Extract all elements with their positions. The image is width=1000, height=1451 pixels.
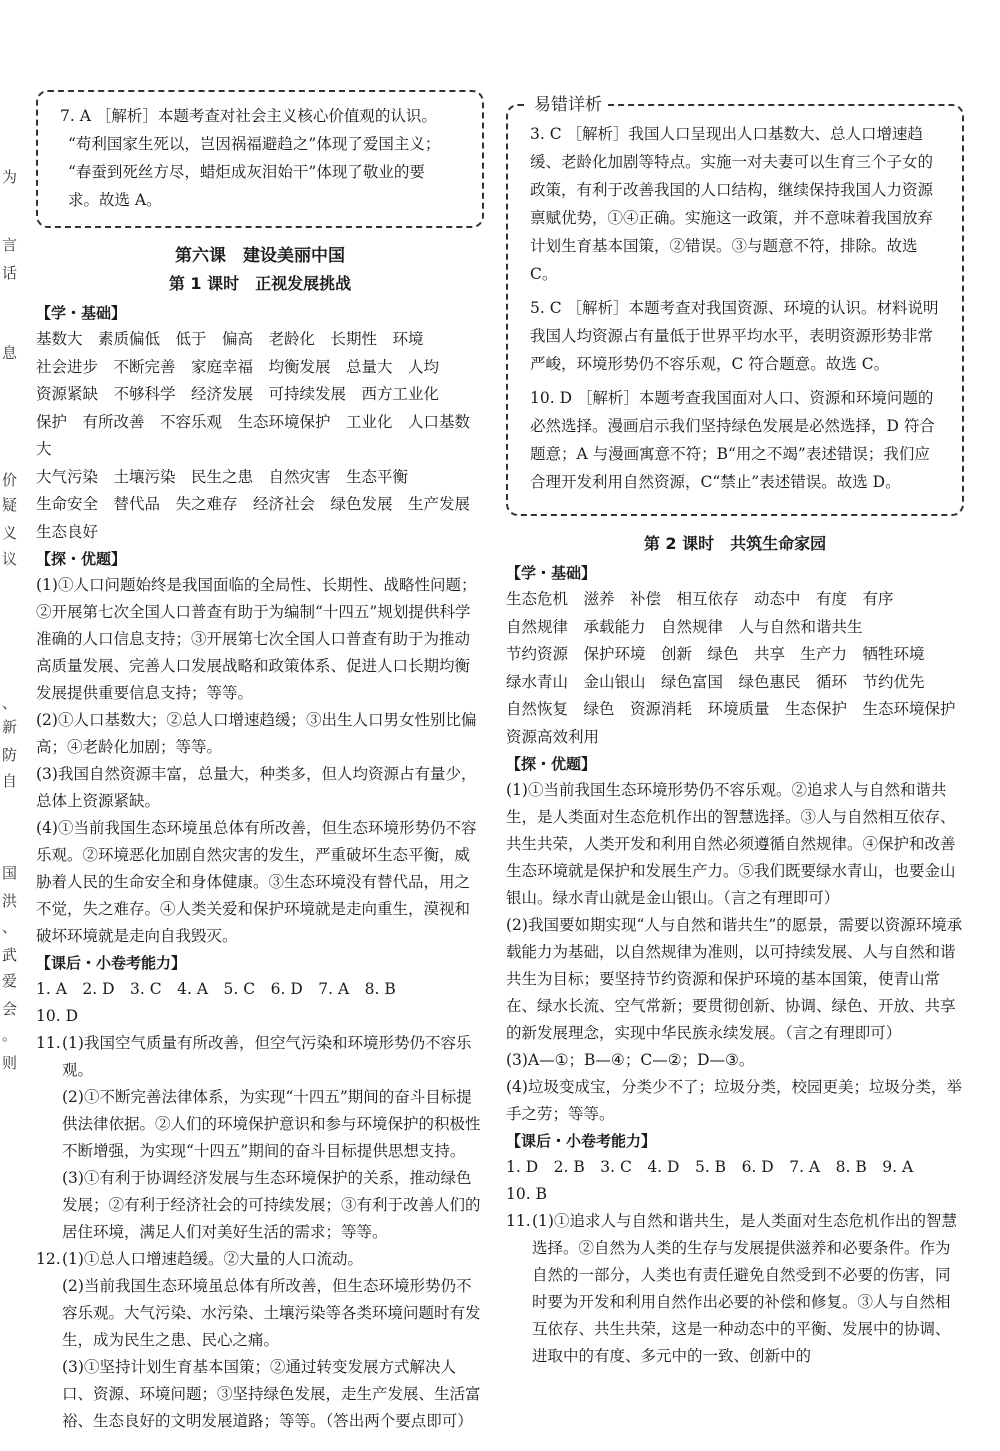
edge-char: 会 — [2, 1000, 18, 1018]
q12-answer: (3)①坚持计划生育基本国策；②通过转变发展方式解决人口、资源、环境问题；③坚持绿色发展，走生产发展、生活富裕、生态良好的文明发展道路；等等。（答出两个要点即可） — [62, 1358, 481, 1430]
edge-char: 息 — [2, 344, 18, 362]
basic-keywords — [506, 586, 964, 751]
error-analysis-item: 3. C ［解析］我国人口呈现出人口基数大、总人口增速趋缓、老龄化加剧等特点。实施一对夫妻可以生育三个子女的政策，有利于改善我国的人口结构，继续保持我国人力资源禀赋优势，①④正确。实施这一政策，并不意味着我国放弃计划生育基本国策，②错误。③与题意不符，排除。故选 C。 — [530, 125, 934, 283]
answer-box-q7 — [36, 90, 484, 228]
keyword-line: 基数大 素质偏低 低于 偏高 老龄化 长期性 环境 — [36, 330, 424, 348]
section-basic: 【学・基础】 — [506, 564, 597, 582]
mc-answers: 1. A 2. D 3. C 4. A 5. C 6. D 7. A 8. B — [36, 980, 396, 998]
lesson-title: 第六课 建设美丽中国 — [175, 246, 345, 266]
answer-line: 求。故选 A。 — [68, 191, 162, 209]
mc-answers: 1. D 2. B 3. C 4. D 5. B 6. D 7. A 8. B 9. A — [506, 1158, 914, 1176]
edge-char: 疑 — [2, 496, 18, 514]
edge-char: 新 — [2, 718, 18, 736]
explore-answer: (2)我国要如期实现“人与自然和谐共生”的愿景，需要以资源环境承载能力为基础，以自然规律为准则，以可持续发展、人与自然和谐共生为目标；要坚持节约资源和保护环境的基本国策，使青山常在、绿水长流、空气常新；要贯彻创新、协调、绿色、开放、共享的新发展理念，实现中华民族永续发展。（言之有理即可） — [506, 916, 963, 1042]
edge-char: 、 — [2, 918, 18, 936]
explore-answer: (3)我国自然资源丰富，总量大，种类多，但人均资源占有量少，总体上资源紧缺。 — [36, 765, 477, 810]
keyword-line: 节约资源 保护环境 创新 绿色 共享 生产力 牺牲环境 — [506, 645, 925, 663]
explore-answer: (1)①当前我国生态环境形势仍不容乐观。②追求人与自然和谐共生，是人类面对生态危机作出的智慧选择。③人与自然相互依存、共生共荣，人类开发和利用自然必须遵循自然规律。④保护和改善生态环境就是保护和发展生产力。⑤我们既要绿水青山，也要金山银山。绿水青山就是金山银山。（言之有理即可） — [506, 781, 956, 907]
keyword-line: 自然规律 承载能力 自然规律 人与自然和谐共生 — [506, 617, 863, 636]
edge-char: 爱 — [2, 972, 18, 990]
q11-answer: (1)①追求人与自然和谐共生，是人类面对生态危机作出的智慧选择。②自然为人类的生存与发展提供滋养和必要条件。作为自然的一部分，人类也有责任避免自然受到不必要的伤害，同时要为开发和利用自然作出必要的补偿和修复。③人与自然相互依存、共生共荣，这是一种动态中的平衡、发展中的协调、进取中的有度、多元中的一致、创新中的 — [532, 1212, 957, 1365]
lesson2-title: 第 2 课时 共筑生命家园 — [643, 534, 827, 553]
keyword-line: 资源紧缺 不够科学 经济发展 可持续发展 西方工业化 — [36, 385, 440, 403]
error-analysis-item: 5. C ［解析］本题考查对我国资源、环境的认识。材料说明我国人均资源占有量低于世界平均水平，表明资源形势非常严峻，环境形势仍不容乐观，C 符合题意。故选 C。 — [530, 299, 939, 373]
mc-answers: 10. D — [36, 1007, 79, 1025]
edge-char: 言 — [2, 236, 18, 254]
section-basic: 【学・基础】 — [36, 304, 127, 322]
section-explore: 【探・优题】 — [36, 550, 127, 568]
edge-char: 洪 — [2, 892, 18, 910]
error-analysis-box — [506, 95, 964, 516]
edge-char: 议 — [2, 550, 18, 568]
explore-answer: (2)①人口基数大；②总人口增速趋缓；③出生人口男女性别比偏高；④老龄化加剧；等等。 — [36, 711, 477, 756]
error-analysis-item: 10. D ［解析］本题考查我国面对人口、资源和环境问题的必然选择。漫画启示我们坚持绿色发展是必然选择，D 符合题意；A 与漫画寓意不符；B“用之不竭”表述错误；我们应合理开发利用自然资源，C“禁止”表述错误。故选 D。 — [530, 389, 935, 491]
keyword-line: 资源高效利用 — [506, 727, 600, 746]
edge-char: 义 — [2, 524, 18, 542]
q11-answer: (2)①不断完善法律体系，为实现“十四五”期间的奋斗目标提供法律依据。②人们的环境保护意识和参与环境保护的积极性不断增强，为实现“十四五”期间的奋斗目标提供思想支持。 — [62, 1088, 481, 1160]
error-analysis-title: 易错详析 — [528, 90, 608, 115]
q12-answer: (1)①总人口增速趋缓。②大量的人口流动。 — [62, 1250, 363, 1268]
explore-answer: (4)垃圾变成宝，分类少不了；垃圾分类，校园更美；垃圾分类，举手之劳；等等。 — [506, 1078, 962, 1123]
right-column — [506, 90, 964, 1370]
q11-label: 11. — [506, 1212, 531, 1230]
keyword-line: 自然恢复 绿色 资源消耗 环境质量 生态保护 生态环境保护 — [506, 700, 956, 718]
basic-keywords — [36, 326, 484, 546]
mc-answers: 10. B — [506, 1185, 547, 1203]
edge-char: 国 — [2, 864, 18, 882]
edge-char: 、 — [2, 694, 18, 712]
keyword-line: 生命安全 替代品 失之难存 经济社会 绿色发展 生产发展 — [36, 495, 471, 513]
section-after-class: 【课后・小卷考能力】 — [36, 954, 187, 972]
q12-answer: (2)当前我国生态环境虽总体有所改善，但生态环境形势仍不容乐观。大气污染、水污染、土壤污染等各类环境问题时有发生，成为民生之患、民心之痛。 — [62, 1277, 481, 1349]
keyword-line: 社会进步 不断完善 家庭幸福 均衡发展 总量大 人均 — [36, 357, 440, 376]
keyword-line: 大气污染 土壤污染 民生之患 自然灾害 生态平衡 — [36, 467, 409, 486]
section-after-class: 【课后・小卷考能力】 — [506, 1132, 657, 1150]
keyword-line: 生态良好 — [36, 522, 99, 541]
keyword-line: 保护 有所改善 不容乐观 生态环境保护 工业化 人口基数大 — [36, 412, 471, 458]
cropped-edge-text — [0, 90, 20, 1390]
q11-answer: (3)①有利于协调经济发展与生态环境保护的关系，推动绿色发展；②有利于经济社会的可持续发展；③有利于改善人们的居住环境，满足人们对美好生活的需求；等等。 — [62, 1169, 481, 1241]
answer-line: “苟利国家生死以，岂因祸福避趋之”体现了爱国主义； — [68, 135, 441, 153]
q11-label: 11. — [36, 1034, 61, 1052]
lesson1-title: 第 1 课时 正视发展挑战 — [168, 274, 352, 293]
explore-answer: (3)A—①；B—④；C—②；D—③。 — [506, 1051, 755, 1069]
q12-label: 12. — [36, 1250, 61, 1268]
answer-line: 7. A ［解析］本题考查对社会主义核心价值观的认识。 — [60, 107, 437, 125]
section-explore: 【探・优题】 — [506, 755, 597, 773]
edge-char: 武 — [2, 946, 18, 964]
left-column — [36, 90, 484, 1435]
answer-line: “春蚕到死丝方尽，蜡炬成灰泪始干”体现了敬业的要 — [68, 163, 425, 181]
edge-char: 为 — [2, 168, 18, 186]
keyword-line: 生态危机 滋养 补偿 相互依存 动态中 有度 有序 — [506, 590, 894, 608]
q11-answer: (1)我国空气质量有所改善，但空气污染和环境形势仍不容乐观。 — [62, 1034, 472, 1079]
edge-char: 价 — [2, 471, 18, 489]
explore-answer: (1)①人口问题始终是我国面临的全局性、长期性、战略性问题；②开展第七次全国人口普查有助于为编制“十四五”规划提供科学准确的人口信息支持；③开展第七次全国人口普查有助于为推动高质量发展、完善人口发展战略和政策体系、促进人口长期均衡发展提供重要信息支持；等等。 — [36, 576, 477, 702]
edge-char: 防 — [2, 746, 18, 764]
edge-char: 则 — [2, 1054, 18, 1072]
edge-char: 话 — [2, 264, 18, 282]
keyword-line: 绿水青山 金山银山 绿色富国 绿色惠民 循环 节约优先 — [506, 672, 925, 691]
edge-char: 自 — [2, 772, 18, 790]
explore-answer: (4)①当前我国生态环境虽总体有所改善，但生态环境形势仍不容乐观。②环境恶化加剧自然灾害的发生，严重破坏生态平衡，威胁着人民的生命安全和身体健康。③生态环境没有替代品，用之不觉，失之难存。④人类关爱和保护环境就是走向重生，漠视和破坏环境就是走向自我毁灭。 — [36, 819, 477, 945]
edge-char: 。 — [2, 1026, 18, 1044]
